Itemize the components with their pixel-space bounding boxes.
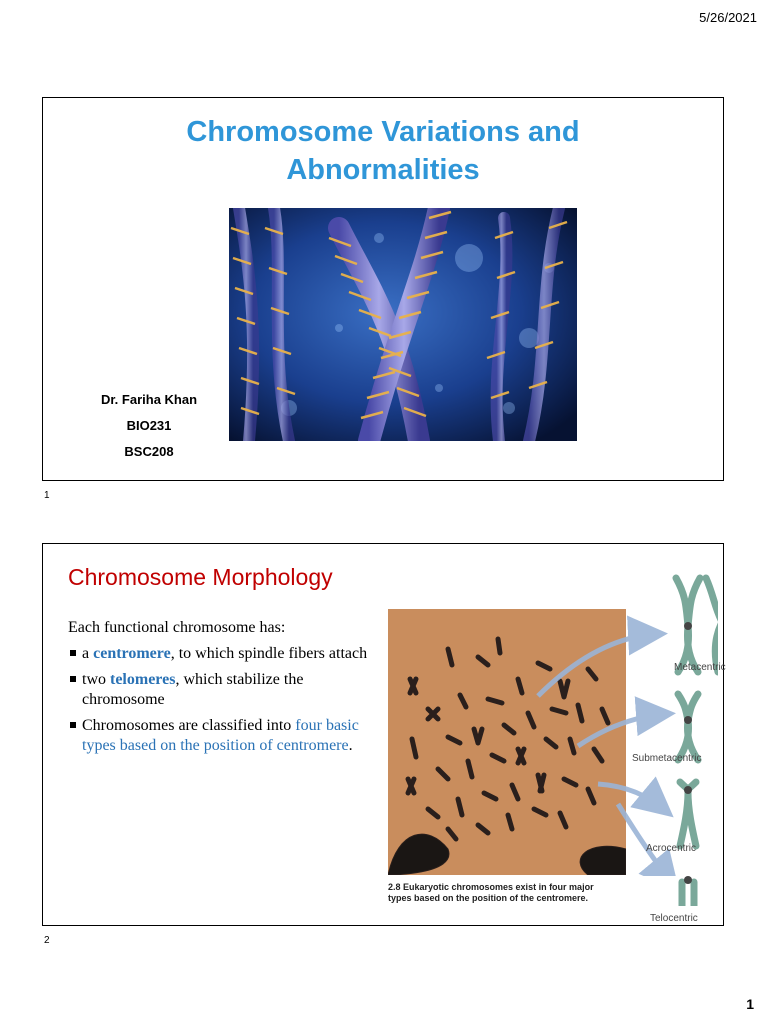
caption-line-1: 2.8 Eukaryotic chromosomes exist in four major [388, 882, 594, 892]
bullet-square-icon [70, 722, 76, 728]
slide-2-title: Chromosome Morphology [68, 564, 333, 590]
intro-text: Each functional chromosome has: [68, 619, 286, 636]
author-name: Dr. Fariha Khan [100, 392, 198, 407]
author-block [86, 387, 212, 465]
chromosome-photo [229, 208, 577, 441]
slide-2-body [68, 618, 368, 762]
caption-line-2: types based on the position of the centromere. [388, 893, 589, 903]
label-submetacentric: Submetacentric [632, 753, 702, 764]
bullet-centromere [68, 644, 368, 664]
keyword-telomeres: telomeres [110, 671, 176, 688]
course-code-1: BIO231 [126, 418, 172, 433]
bullet-classification [68, 716, 368, 756]
bullet-3-prefix: Chromosomes are classified into [82, 717, 296, 734]
slide-1-title-line-1: Chromosome Variations and [186, 116, 580, 148]
bullet-square-icon [70, 650, 76, 656]
label-metacentric: Metacentric [674, 662, 726, 673]
slide-number-1: 1 [44, 490, 50, 501]
bullet-3-highlight: four basic types based on the position of centromere [82, 717, 359, 754]
slide-1-title-line-2: Abnormalities [286, 154, 480, 186]
label-acrocentric: Acrocentric [646, 843, 697, 854]
chromosome-icons [658, 566, 718, 906]
figure-caption [388, 882, 638, 904]
keyword-centromere: centromere [93, 645, 171, 662]
slide-number-2: 2 [44, 935, 50, 946]
page-number: 1 [746, 996, 754, 1012]
chromosome-photo-graphic [229, 208, 577, 441]
bullet-2-prefix: two [82, 671, 110, 688]
bullet-square-icon [70, 676, 76, 682]
page-date: 5/26/2021 [699, 10, 757, 25]
label-telocentric: Telocentric [650, 913, 698, 924]
course-code-2: BSC208 [124, 444, 174, 459]
bullet-2-suffix: , which stabilize the chromosome [82, 671, 304, 708]
slide-1 [42, 97, 724, 481]
chromosome-types-figure [388, 566, 726, 924]
bullet-1-suffix: , to which spindle fibers attach [170, 645, 368, 662]
bullet-1-prefix: a [82, 645, 94, 662]
slide-1-title [43, 113, 723, 189]
bullet-telomeres [68, 670, 368, 710]
bullet-3-suffix: . [348, 737, 353, 754]
slide-2 [42, 543, 724, 926]
